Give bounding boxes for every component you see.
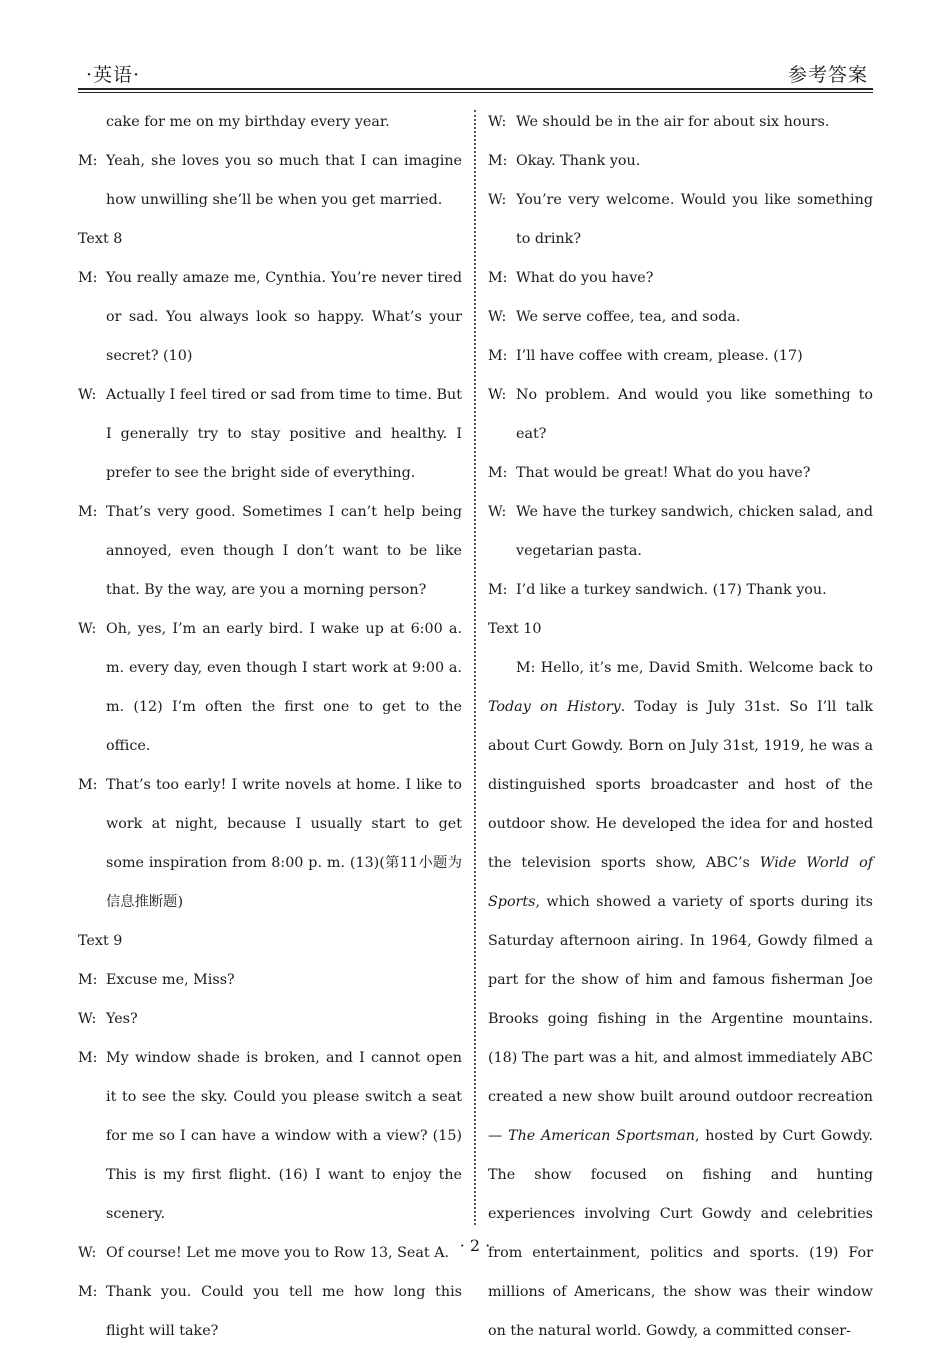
- dialogue-turn: [488, 493, 873, 571]
- dialogue-turn: [78, 142, 462, 220]
- continuation-line: cake for me on my birthday every year.: [106, 114, 390, 130]
- dialogue-text: Oh, yes, I’m an early bird. I wake up at 6:00 a. m. every day, even though I start work at 9:00 a. m. (12) I’m often the first one to get to the office.: [106, 621, 462, 754]
- page-number: · 2 ·: [459, 1236, 491, 1255]
- right-column: [488, 103, 873, 1351]
- dialogue-text: We should be in the air for about six hours.: [516, 114, 830, 130]
- speaker-label: M:: [78, 1284, 98, 1300]
- show-title: Wide World of Sports: [488, 855, 874, 910]
- dialogue-turn: [488, 298, 873, 337]
- dialogue-text: You’re very welcome. Would you like something to drink?: [516, 192, 873, 247]
- dialogue-turn: [488, 571, 873, 610]
- speaker-label: M:: [78, 1050, 98, 1066]
- dialogue-text: Excuse me, Miss?: [106, 972, 235, 988]
- text-8-label: Text 8: [78, 231, 123, 247]
- dialogue-turn: [488, 337, 873, 376]
- dialogue-turn: [78, 493, 462, 610]
- speaker-label: M:: [78, 504, 98, 520]
- speaker-label: W:: [488, 309, 507, 325]
- speaker-label: M:: [488, 153, 508, 169]
- header-rule-thin: [78, 92, 873, 93]
- dialogue-text: Okay. Thank you.: [516, 153, 641, 169]
- left-column: [78, 103, 462, 1351]
- dialogue-text: You really amaze me, Cynthia. You’re never tired or sad. You always look so happy. What’s your secret? (10): [106, 270, 462, 364]
- dialogue-turn: [488, 103, 873, 142]
- monologue-part: , which showed a variety of sports during its Saturday afternoon airing. In 1964, Gowdy filmed a part for the show of him and famous fisherman Joe Brooks going fishing in the Argentine mountains. (18) The part was a hit, and almost immediately ABC created a new show built around outdoor recreation —: [488, 894, 873, 1144]
- dialogue-turn: [488, 376, 873, 454]
- dialogue-turn: [78, 610, 462, 766]
- speaker-label: M:: [78, 270, 98, 286]
- dialogue-text: No problem. And would you like something to eat?: [516, 387, 873, 442]
- show-title: Today on History: [488, 699, 621, 715]
- dialogue-text: Thank you. Could you tell me how long this flight will take?: [106, 1284, 462, 1339]
- speaker-label: M:: [78, 972, 98, 988]
- dialogue-text: Yes?: [106, 1011, 138, 1027]
- speaker-label: W:: [78, 1245, 97, 1261]
- dialogue-turn: [488, 454, 873, 493]
- dialogue-turn: [488, 259, 873, 298]
- speaker-label: W:: [488, 192, 507, 208]
- speaker-label: M:: [488, 270, 508, 286]
- speaker-label: M:: [488, 465, 508, 481]
- dialogue-turn: [78, 1273, 462, 1351]
- dialogue-turn: [78, 376, 462, 493]
- dialogue-text: Yeah, she loves you so much that I can imagine how unwilling she’ll be when you get married.: [106, 153, 462, 208]
- show-title: The American Sportsman: [508, 1128, 695, 1144]
- monologue-part: . Today is July 31st. So I’ll talk about Curt Gowdy. Born on July 31st, 1919, he was a distinguished sports broadcaster and host of the outdoor show. He developed the idea for and hosted the television sports show, ABC’s: [488, 699, 873, 871]
- dialogue-text: Of course! Let me move you to Row 13, Seat A.: [106, 1245, 450, 1261]
- dialogue-turn: [78, 259, 462, 376]
- dialogue-text: We serve coffee, tea, and soda.: [516, 309, 741, 325]
- header-rule-thick: [78, 88, 873, 90]
- dialogue-turn: [78, 1039, 462, 1234]
- dialogue-text: My window shade is broken, and I cannot open it to see the sky. Could you please switch a seat for me so I can have a window with a view? (15) This is my first flight. (16) I want to enjoy the scenery.: [106, 1050, 462, 1222]
- speaker-label: M:: [488, 348, 508, 364]
- column-divider: [474, 110, 476, 1225]
- speaker-label: M:: [78, 153, 98, 169]
- header-section: 参考答案: [787, 64, 868, 86]
- speaker-label: M:: [78, 777, 98, 793]
- dialogue-text: We have the turkey sandwich, chicken salad, and vegetarian pasta.: [516, 504, 873, 559]
- dialogue-text: That would be great! What do you have?: [516, 465, 811, 481]
- dialogue-turn: [78, 766, 462, 922]
- dialogue-text: Actually I feel tired or sad from time to time. But I generally try to stay positive and healthy. I prefer to see the bright side of everything.: [106, 387, 462, 481]
- dialogue-turn: [488, 181, 873, 259]
- dialogue-text: I’ll have coffee with cream, please. (17): [516, 348, 803, 364]
- speaker-label: W:: [488, 504, 507, 520]
- text-9-label: Text 9: [78, 933, 123, 949]
- dialogue-text: That’s too early! I write novels at home. I like to work at night, because I usually start to get some inspiration from 8:00 p. m. (13)(第11小题为信息推断题): [106, 777, 462, 910]
- dialogue-turn: [78, 1000, 462, 1039]
- dialogue-turn: [488, 142, 873, 181]
- speaker-label: M:: [488, 582, 508, 598]
- speaker-label: W:: [488, 387, 507, 403]
- dialogue-turn: [78, 961, 462, 1000]
- speaker-label: W:: [488, 114, 507, 130]
- header-subject: ·英语·: [86, 64, 141, 86]
- speaker-label: W:: [78, 387, 97, 403]
- dialogue-text: I’d like a turkey sandwich. (17) Thank you.: [516, 582, 827, 598]
- speaker-label: W:: [78, 621, 97, 637]
- monologue-part: M: Hello, it’s me, David Smith. Welcome back to: [516, 660, 873, 676]
- text-10-label: Text 10: [488, 621, 542, 637]
- dialogue-text: What do you have?: [516, 270, 654, 286]
- speaker-label: W:: [78, 1011, 97, 1027]
- dialogue-text: That’s very good. Sometimes I can’t help being annoyed, even though I don’t want to be like that. By the way, are you a morning person?: [106, 504, 462, 598]
- monologue-part: , hosted by Curt Gowdy. The show focused on fishing and hunting experiences involving Curt Gowdy and celebrities from entertainment, politics and sports. (19) For millions of Americans, the show was their window on the natural world. Gowdy, a committed conser-: [488, 1128, 873, 1339]
